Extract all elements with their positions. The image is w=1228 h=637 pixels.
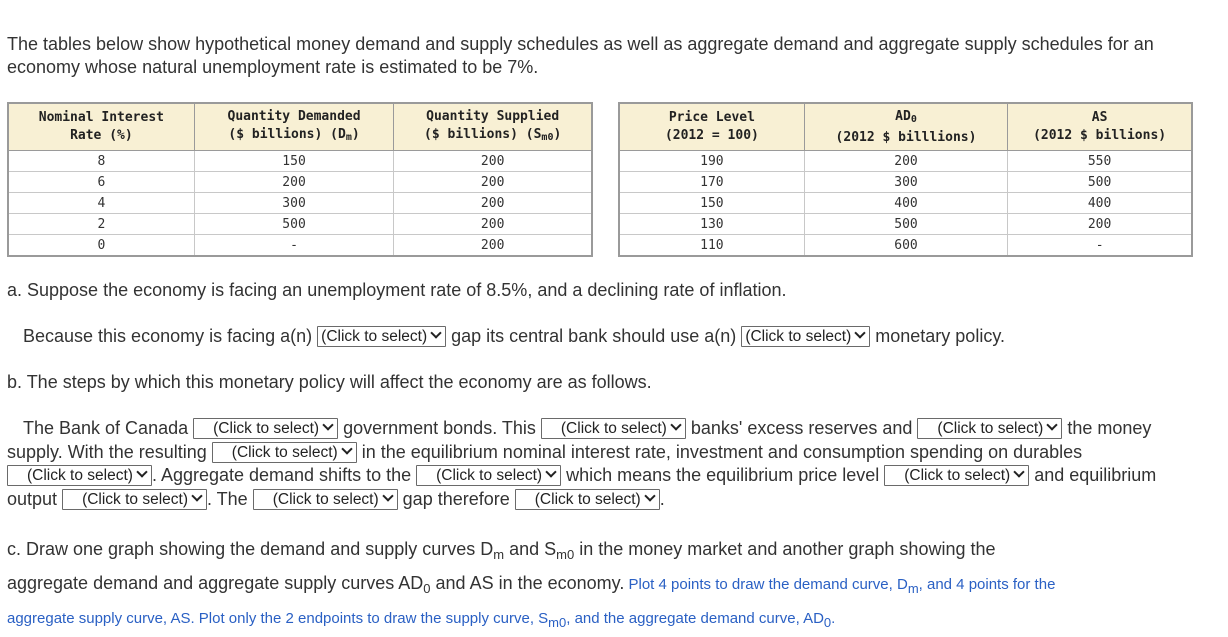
table-cell: 300	[804, 172, 1007, 193]
table-cell: 200	[394, 172, 592, 193]
select-label: (Click to select)	[560, 420, 667, 437]
header-line: ($ billions) (D	[228, 126, 346, 142]
table-cell: 300	[194, 193, 394, 214]
table-cell: 200	[394, 193, 592, 214]
text: banks' excess reserves and	[690, 418, 913, 438]
instruction-text: .	[831, 610, 836, 627]
text: money supply. With the resulting	[7, 418, 1152, 462]
table-row	[8, 193, 592, 214]
select-label: (Click to select)	[231, 443, 338, 461]
table-row	[8, 235, 592, 257]
ad-as-table	[618, 102, 1193, 257]
chevron-down-icon	[545, 466, 556, 477]
instruction-text: , and the aggregate demand curve, AD	[566, 610, 824, 627]
header-line: (2012 = 100)	[664, 128, 759, 143]
select-label: (Click to select)	[745, 328, 852, 345]
reserves-effect-select[interactable]	[541, 418, 686, 439]
chevron-down-icon	[382, 490, 393, 501]
text: and S	[504, 539, 557, 559]
table-cell: -	[194, 235, 394, 257]
select-label: (Click to select)	[904, 467, 1011, 484]
bond-action-select[interactable]	[193, 418, 338, 439]
table-cell: 110	[619, 235, 804, 257]
select-label: (Click to select)	[272, 490, 379, 508]
text: .	[659, 488, 665, 509]
header-line: Quantity Demanded	[227, 108, 361, 124]
table-cell: 150	[619, 193, 804, 214]
chevron-down-icon	[1047, 419, 1058, 430]
subscript: 0	[823, 615, 832, 630]
header-line: (2012 $ billions)	[1033, 128, 1167, 143]
table-cell: 4	[8, 193, 194, 214]
table-cell: 200	[194, 172, 394, 193]
subscript: m0	[548, 615, 567, 630]
price-level-effect-select[interactable]	[884, 465, 1029, 486]
text: c. Draw one graph showing the demand and supply curves D	[7, 539, 494, 559]
intro-text: The tables below show hypothetical money demand and supply schedules as well as aggregate demand and aggregate supply schedules for an economy whose natural unemployment rate is estimated to be 7%.	[7, 34, 1154, 77]
select-label: (Click to select)	[534, 490, 641, 508]
chevron-down-icon	[1014, 466, 1025, 477]
subscript: 0	[423, 581, 431, 596]
header-line: ($ billions) (S	[424, 126, 542, 142]
table-cell: 190	[619, 151, 804, 172]
text: aggregate demand and aggregate supply curves AD	[7, 573, 424, 593]
table-row	[619, 172, 1192, 193]
table-row	[619, 193, 1192, 214]
part-a-sentence	[23, 325, 1005, 349]
header-line: Quantity Supplied	[426, 108, 560, 124]
policy-type-select[interactable]	[741, 326, 870, 347]
text: . The	[207, 488, 248, 509]
header-subscript: 0	[910, 113, 917, 125]
instruction-text: , and 4 points for the	[918, 576, 1056, 593]
part-b-paragraph	[7, 417, 1197, 511]
table-cell: 130	[619, 214, 804, 235]
table-cell: 0	[8, 235, 194, 257]
table-cell: 200	[1008, 214, 1192, 235]
text: Because this economy is facing a(n)	[23, 326, 313, 346]
chevron-down-icon	[670, 419, 681, 430]
header-line: (2012 $ billlions)	[835, 129, 977, 145]
table-cell: -	[1008, 235, 1192, 257]
chevron-down-icon	[644, 490, 655, 501]
table-cell: 200	[394, 151, 592, 172]
money-market-table	[7, 102, 593, 257]
chevron-down-icon	[341, 443, 352, 454]
subscript: m	[907, 581, 919, 596]
gap-type-select[interactable]	[317, 326, 446, 347]
chevron-down-icon	[322, 419, 333, 430]
header-subscript: m	[345, 131, 352, 143]
header-line: )	[553, 126, 562, 142]
select-label: (Click to select)	[27, 467, 133, 484]
table-cell: 200	[394, 235, 592, 257]
table-row	[8, 214, 592, 235]
table-cell: 200	[804, 151, 1007, 172]
text: monetary policy.	[875, 326, 1005, 346]
table-cell: 400	[1008, 193, 1192, 214]
instruction-text: aggregate supply curve, AS. Plot only the 2 endpoints to draw the supply curve, S	[7, 610, 549, 627]
select-label: (Click to select)	[213, 420, 320, 437]
table-cell: 170	[619, 172, 804, 193]
select-label: (Click to select)	[436, 467, 543, 484]
gap-name-select[interactable]	[253, 489, 398, 510]
header-price-level	[619, 103, 804, 151]
table-cell: 500	[804, 214, 1007, 235]
header-line: Nominal Interest	[38, 110, 164, 125]
text: gap its central bank should use a(n)	[451, 326, 737, 346]
text: in the equilibrium nominal interest rate, investment and consumption spending on	[361, 441, 1009, 462]
table-cell: 8	[8, 151, 194, 172]
instruction-text: Plot 4 points to draw the demand curve, D	[624, 576, 908, 593]
header-quantity-demanded	[194, 103, 394, 151]
table-cell: 200	[394, 214, 592, 235]
select-label: (Click to select)	[82, 490, 188, 508]
adas-table-header-row	[619, 103, 1192, 151]
table-row	[619, 214, 1192, 235]
header-line: AD	[895, 108, 911, 124]
table-row	[8, 151, 592, 172]
text: durables	[1013, 441, 1083, 462]
ad-shift-direction-select[interactable]	[416, 465, 561, 486]
part-a-label: a. Suppose the economy is facing an unemployment rate of 8.5%, and a declining rate of inflation.	[7, 280, 787, 300]
text: government bonds. This	[343, 418, 536, 438]
select-label: (Click to select)	[321, 328, 428, 345]
table-cell: 550	[1008, 151, 1192, 172]
header-as	[1008, 103, 1192, 151]
text: which means the equilibrium price level	[566, 465, 880, 485]
table-cell: 400	[804, 193, 1007, 214]
header-ad0	[804, 103, 1007, 151]
chevron-down-icon	[855, 327, 866, 338]
interest-rate-change-select[interactable]	[212, 442, 357, 463]
part-b-label: b. The steps by which this monetary policy will affect the economy are as follows.	[7, 372, 652, 392]
text: . Aggregate demand shifts to the	[151, 465, 412, 485]
header-subscript: m0	[541, 131, 554, 143]
money-table-header-row	[8, 103, 592, 151]
gap-outcome-select[interactable]	[515, 489, 660, 510]
chevron-down-icon	[136, 466, 147, 477]
text: The Bank of Canada	[23, 418, 189, 438]
header-line: )	[351, 126, 360, 142]
output-effect-select[interactable]	[62, 489, 207, 510]
table-cell: 500	[194, 214, 394, 235]
header-line: Price Level	[668, 110, 755, 125]
text: gap therefore	[402, 488, 510, 509]
subscript: m	[493, 547, 505, 562]
text: and AS in the economy.	[430, 573, 625, 593]
select-label: (Click to select)	[937, 420, 1044, 437]
chevron-down-icon	[191, 490, 202, 501]
header-line: AS	[1091, 110, 1108, 125]
table-cell: 500	[1008, 172, 1192, 193]
header-quantity-supplied	[394, 103, 592, 151]
table-row	[8, 172, 592, 193]
text: the	[1067, 418, 1093, 438]
chevron-down-icon	[430, 327, 441, 338]
table-cell: 6	[8, 172, 194, 193]
header-nominal-interest	[8, 103, 194, 151]
text: in the money market and another graph showing the	[574, 539, 996, 559]
part-c-paragraph	[7, 535, 1207, 637]
table-row	[619, 235, 1192, 257]
table-cell: 150	[194, 151, 394, 172]
header-line: Rate (%)	[70, 128, 133, 143]
table-row	[619, 151, 1192, 172]
table-cell: 600	[804, 235, 1007, 257]
spending-effect-select[interactable]	[7, 465, 152, 486]
table-cell: 2	[8, 214, 194, 235]
text: and equilibrium output	[7, 465, 1157, 509]
subscript: m0	[556, 547, 575, 562]
money-supply-effect-select[interactable]	[917, 418, 1062, 439]
